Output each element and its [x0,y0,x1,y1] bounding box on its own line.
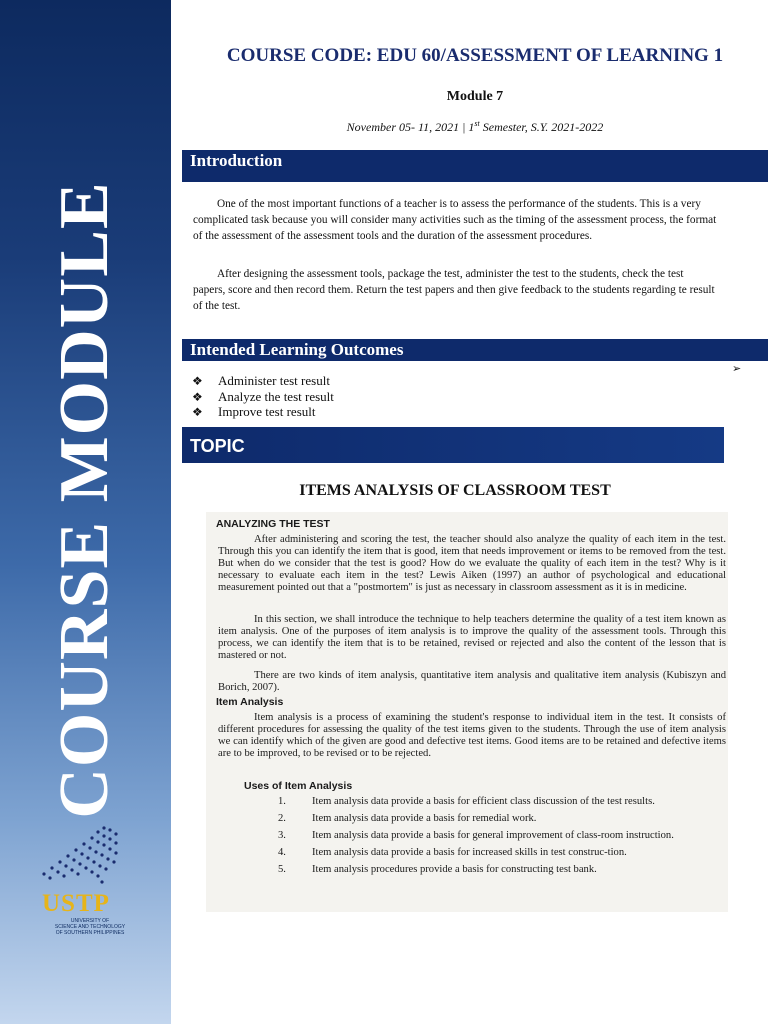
ustp-university-name: UNIVERSITY OF SCIENCE AND TECHNOLOGY OF SOUTHERN PHILIPPINES [54,918,126,936]
ustp-wordmark: USTP [42,890,110,917]
learning-outcomes-list [192,373,334,420]
introduction-paragraph-1: One of the most important functions of a teacher is to assess the performance of the students. This is a very complicated task because you will consider many activities such as the timing of the assessment process, the format of the assessment of the assessment tools and the duration of the assessment procedures. [193,198,717,242]
topic-title: ITEMS ANALYSIS OF CLASSROOM TEST [299,482,611,499]
list-item: 2. Item analysis data provide a basis for remedial work. [278,813,537,824]
arrow-bullet-icon: ➢ [732,363,742,375]
list-item: ❖ Improve test result [192,404,316,419]
list-item: ❖ Analyze the test result [192,388,334,404]
module-number: Module 7 [446,89,504,104]
uses-of-item-analysis-heading: Uses of Item Analysis [244,780,353,792]
course-code-title: COURSE CODE: EDU 60/ASSESSMENT OF LEARNING 1 [226,45,724,66]
topic-heading: TOPIC [182,427,724,463]
scan-paragraph-4: Item analysis is a process of examining the student's response to individual item in the test. It consists of different procedures for assessing the quality of the test items given to the students. Through the use of item analysis we can identify which of the given are good and defective test items. Good items are to be retained and defective items are to be improved, to be revised or to be rejected. [218,712,726,759]
list-item: 4. Item analysis data provide a basis for increased skills in test construc-tion. [278,847,627,858]
diamond-bullet-icon: ❖ [192,389,203,404]
scan-paragraph-1: After administering and scoring the test, the teacher should also analyze the quality of each item in the test. Through this you can identify the item that is good, item that needs improvement or items to be removed from the test. But when do we consider that the test is good? How do we evaluate the quality of each item in the test? Why is it necessary to evaluate each item in the test? Lewis Aiken (1997) an author of psychological and educational measurement pointed out that a "postmortem" is just as necessary in classroom assessment as it is in medicine. [218,534,726,593]
uses-list [278,796,726,881]
analyzing-the-test-heading: ANALYZING THE TEST [216,518,330,530]
scan-paragraph-2: In this section, we shall introduce the technique to help teachers determine the quality of a test item known as item analysis. One of the purposes of item analysis is to improve the quality of the assessment tools. Through this process, we can identify the item that is to be retained, revised or rejected and also the content of the lesson that is mastered or not. [218,614,726,661]
diamond-bullet-icon: ❖ [192,405,203,419]
introduction-heading: Introduction [182,150,768,182]
list-item: 5. Item analysis procedures provide a basis for constructing test bank. [278,864,597,875]
course-module-vertical-title: COURSE MODULE [46,181,123,819]
scanned-textbook-page [206,512,728,912]
list-item: 1. Item analysis data provide a basis for efficient class discussion of the test results. [278,796,655,807]
learning-outcomes-heading: Intended Learning Outcomes [182,339,768,361]
item-analysis-heading: Item Analysis [216,696,284,708]
scan-paragraph-3: There are two kinds of item analysis, quantitative item analysis and qualitative item analysis (Kubiszyn and Borich, 2007). [218,670,726,693]
sidebar [0,0,171,1024]
list-item: 3. Item analysis data provide a basis for general improvement of class-room instruction. [278,830,674,841]
diamond-bullet-icon: ❖ [192,374,203,388]
date-semester-line: November 05- 11, 2021 | 1st Semester, S.Y. 2021-2022 [346,119,604,134]
introduction-paragraph-2: After designing the assessment tools, package the test, administer the test to the students, check the test papers, score and then record them. Return the test papers and then give feedback to the students regarding te result of the test. [193,268,715,312]
list-item: ❖ Administer test result [192,373,330,388]
